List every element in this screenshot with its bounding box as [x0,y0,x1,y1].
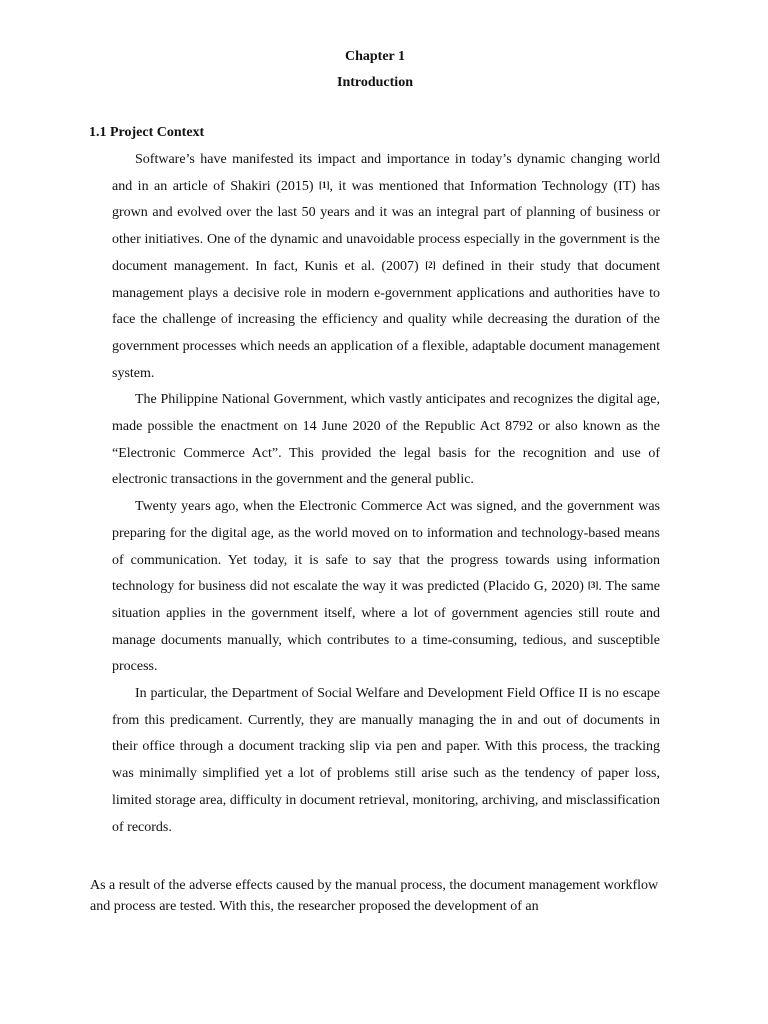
paragraph-text: Software’s have manifested its impact and importance in today’s dynamic changing world and in an article of Shakiri (2015) [112,152,660,194]
paragraph-software-impact [112,147,660,387]
chapter-label: Chapter 1 [344,49,406,64]
project-context-body [112,147,660,841]
chapter-title: Introduction [337,75,413,90]
continuation-block [90,875,660,917]
paragraph-text: Twenty years ago, when the Electronic Commerce Act was signed, and the government was preparing for the digital age, as the world moved on to information and technology-based means of communication. Yet today, it is safe to say that the progress towards using information technology for business did not escalate the way it was predicted (Placido G, 2020) [112,499,660,595]
paragraph-dswd-field-office: In particular, the Department of Social Welfare and Development Field Office II is no escape from this predicament. Currently, they are manually managing the in and out of documents in their office through a document tracking slip via pen and paper. With this process, the tracking was minimally simplified yet a lot of problems still arise such as the tendency of paper loss, limited storage area, difficulty in document retrieval, monitoring, archiving, and misclassification of records. [112,686,660,835]
citation-ref-3: [3] [587,580,599,591]
section-heading: 1.1 Project Context [89,125,205,140]
paragraph-text: defined in their study that document management plays a decisive role in modern e-government applications and authorities have to face the challenge of increasing the efficiency and quality while decreasing the duration of the government processes which needs an application of a flexible, adaptable document management system. [112,258,660,381]
paragraph-electronic-commerce-act: The Philippine National Government, which vastly anticipates and recognizes the digital age, made possible the enactment on 14 June 2020 of the Republic Act 8792 or also known as the “Electronic Commerce Act”. This provided the legal basis for the recognition and use of electronic transactions in the government and the general public. [112,392,660,488]
paragraph-adverse-effects: As a result of the adverse effects caused by the manual process, the document management workflow and process are tested. With this, the researcher proposed the development of an [90,878,659,914]
citation-ref-1: [1] [318,179,330,190]
paragraph-text: , it was mentioned that Information Technology (IT) has grown and evolved over the last 50 years and it was an integral part of planning of business or other initiatives. One of the dynamic and unavoidable process especially in the government is the document management. In fact, Kunis et al. (2007) [112,178,660,274]
citation-ref-2: [2] [425,259,436,270]
paragraph-text: . The same situation applies in the government itself, where a lot of government agencies still route and manage documents manually, which contributes to a time-consuming, tedious, and susceptible process. [112,579,661,675]
paragraph-twenty-years-ago [112,494,660,681]
